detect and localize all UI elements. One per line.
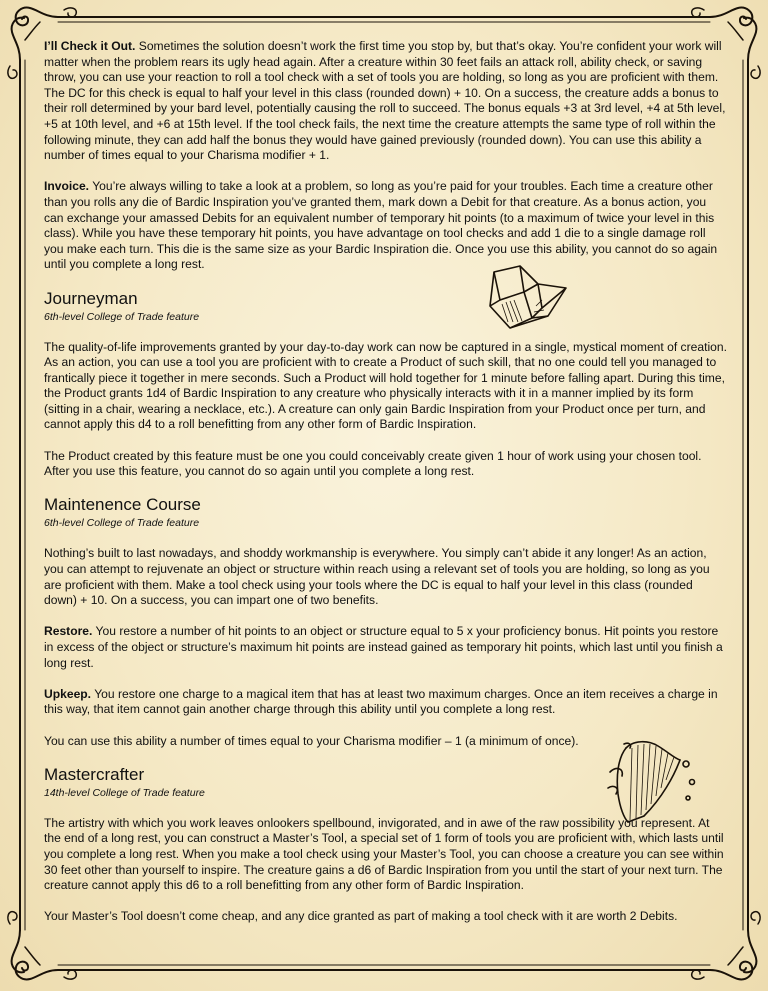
ill-check-it-out-title: I’ll Check it Out. bbox=[44, 39, 136, 53]
invoice-text: You’re always willing to take a look at a problem, so long as you’re paid for your troubles. Each time a creature other than you rolls any die of Bardic Inspiration you’ve granted them, mark down a Debit for that creature. As a bonus action, you can exchange your amassed Debits for an equivalent number of temporary hit points (to a maximum of twice your level in this class). While you have these temporary hit points, you have advantage on tool checks and add 1 die to a single damage roll you make each turn. This die is the same size as your Bardic Inspiration die. Once you use this ability, you cannot do so again until you complete a long rest. bbox=[44, 179, 718, 272]
journeyman-paragraph-1: The quality-of-life improvements granted by your day-to-day work can now be captured in a single, mystical moment of creation. As an action, you can use a tool you are proficient with to create a Product of such skill, that no one could tell you managed to frantically piece it together in mere seconds. Such a Product will hold together for 1 minute before falling apart. During this time, the Product grants 1d4 of Bardic Inspiration to any creature who physically interacts with it in a manner implied by its form (sitting in a chair, wearing a necklace, etc.). A creature can only gain Bardic Inspiration from your Product once per turn, and cannot apply this d4 to a roll benefitting from any other form of Bardic Inspiration. bbox=[44, 339, 727, 432]
restore-paragraph bbox=[44, 624, 727, 671]
page-content bbox=[44, 39, 727, 925]
mastercrafter-paragraph-2: Your Master’s Tool doesn’t come cheap, and any dice granted as part of making a tool check with it are worth 2 Debits. bbox=[44, 909, 678, 924]
upkeep-title: Upkeep. bbox=[44, 686, 92, 701]
upkeep-paragraph bbox=[44, 687, 727, 718]
ill-check-it-out-text: Sometimes the solution doesn’t work the first time you stop by, but that’s okay. You’re confident your work will matter when the problem rears its ugly head again. After a creature within 30 feet fails an attack roll, ability check, or saving throw, you can use your reaction to roll a tool check with a set of tools you are holding, so long as you are proficient with them. The DC for this check is equal to half your level in this class (rounded down) + 10. On a success, the creature adds a bonus to their roll determined by your bard level, potentially causing the roll to succeed. The bonus equals +3 at 3rd level, +4 at 5th level, +5 at 10th level, and +6 at 15th level. If the tool check fails, the next time the creature attempts the same type of roll within the following minute, they can add half the bonus they would have gained previously (rounded down). You can use this ability a number of times equal to your Charisma modifier + 1. bbox=[44, 39, 726, 163]
invoice-paragraph bbox=[44, 179, 727, 273]
maintenence-usage-paragraph: You can use this ability a number of times equal to your Charisma modifier – 1 (a minimum of once). bbox=[44, 733, 579, 748]
upkeep-text: You restore one charge to a magical item that has at least two maximum charges. Once an item receives a charge in this way, that item cannot gain another charge through this ability until you complete a long rest. bbox=[44, 686, 718, 717]
restore-text: You restore a number of hit points to an object or structure equal to 5 x your proficiency bonus. Hit points you restore in excess of the object or structure’s maximum hit points are instead gained as temporary hit points, which last until you finish a long rest. bbox=[44, 624, 723, 670]
invoice-title: Invoice. bbox=[44, 179, 90, 194]
journeyman-heading: Journeyman bbox=[44, 288, 138, 308]
maintenence-course-subtitle: 6th-level College of Trade feature bbox=[44, 517, 200, 530]
journeyman-paragraph-2: The Product created by this feature must be one you could conceivably create given 1 hour of work using your chosen tool. After you use this feature, you cannot do so again until you complete a long rest. bbox=[44, 448, 702, 479]
restore-title: Restore. bbox=[44, 624, 93, 639]
journeyman-subtitle: 6th-level College of Trade feature bbox=[44, 310, 200, 323]
maintenence-course-paragraph: Nothing’s built to last nowadays, and shoddy workmanship is everywhere. You simply can’t abide it any longer! As an action, you can attempt to rejuvenate an object or structure within reach using a relevant set of tools you are holding, so long as you are proficient with them. Make a tool check using your tools where the DC is equal to half your level in this class (rounded down) + 10. On a success, you can impart one of two benefits. bbox=[44, 546, 710, 608]
maintenence-course-heading: Maintenence Course bbox=[44, 495, 201, 515]
mastercrafter-subtitle: 14th-level College of Trade feature bbox=[44, 786, 205, 799]
mastercrafter-paragraph-1: The artistry with which you work leaves onlookers spellbound, invigorated, and in awe of the raw possibility you represent. At the end of a long rest, you can construct a Master’s Tool, a special set of 1 form of tools you are proficient with, which lasts until you complete a long rest. When you make a tool check using your Master’s Tool, you can choose a creature you can see within 30 feet other than yourself to inspire. The creature gains a d6 of Bardic Inspiration from you until the start of your next turn. The creature cannot apply this d6 to a roll benefitting from any other form of Bardic Inspiration. bbox=[44, 815, 724, 893]
mastercrafter-heading: Mastercrafter bbox=[44, 764, 145, 784]
ill-check-it-out-paragraph bbox=[44, 39, 727, 164]
